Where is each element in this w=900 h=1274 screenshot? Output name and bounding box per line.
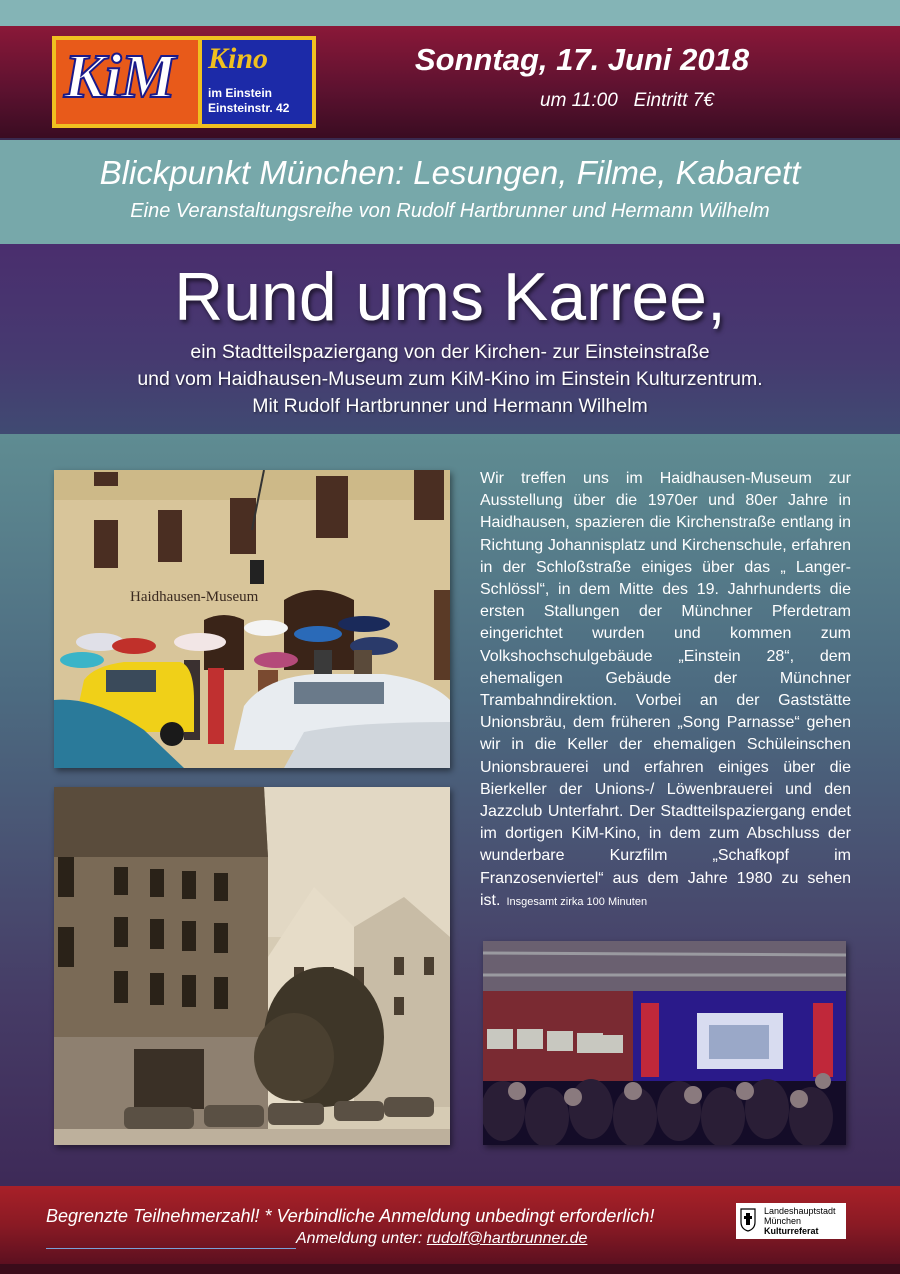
photo-cinema-hall bbox=[483, 941, 846, 1145]
event-description-text: Wir treffen uns im Haidhausen-Museum zur Ausstellung über die 1970er und 80er Jahre in Haidhausen, spazieren die Kirchenstraße entlang in Richtung Johannisplatz und Kirchenschule, erfahren in der Schloßstraße einiges über das „ Langer-Schlössl“, in dem Mitte des 19. Jahrhunderts die ersten Stallungen der Münchner Pferdetram eingerichtet wurden und kommen zum Volkshochschulgebäude „Einstein 28“, dem ehemaligen Gebäude der Münchner Trambahndirektion. Vorbei an der Gaststätte Unionsbräu, dem früheren „Song Parnasse“ gehen wir in die Keller der ehemaligen Schüleinschen Unionsbrauerei und erfahren einiges über die Bierkeller der Unions-/ Löwenbrauerei und den Jazzclub Unterfahrt. Der Stadtteilspaziergang endet im dortigen KiM-Kino, in dem zum Abschluss der wunderbare Kurzfilm „Schafkopf im Franzosenviertel“ aus dem Jahre 1980 zu sehen ist. bbox=[480, 470, 851, 909]
logo-kino-text: Kino bbox=[208, 42, 269, 75]
series-title: Blickpunkt München: Lesungen, Filme, Kabarett bbox=[99, 154, 801, 191]
event-duration: Insgesamt zirka 100 Minuten bbox=[506, 895, 648, 908]
munich-crest-icon bbox=[740, 1208, 756, 1232]
photo-haidhausen-museum bbox=[54, 470, 450, 768]
photo-museum-sign: Haidhausen-Museum bbox=[130, 589, 259, 605]
footer-bottom-strip bbox=[0, 1264, 900, 1274]
registration-notice: Begrenzte Teilnehmerzahl! * Verbindliche Anmeldung unbedingt erforderlich! bbox=[46, 1206, 655, 1226]
kulturreferat-badge bbox=[736, 1203, 846, 1239]
badge-line-3: Kulturreferat bbox=[764, 1226, 819, 1236]
logo-kim-panel bbox=[56, 40, 198, 124]
photo-historic-street bbox=[54, 787, 450, 1145]
subtitle-line-3: Mit Rudolf Hartbrunner und Hermann Wilhelm bbox=[252, 395, 648, 417]
badge-line-1: Landeshauptstadt bbox=[764, 1206, 836, 1216]
event-description bbox=[480, 468, 851, 913]
logo-address: Einsteinstr. 42 bbox=[208, 101, 290, 115]
event-date: Sonntag, 17. Juni 2018 bbox=[414, 42, 750, 77]
event-time-price: um 11:00 Eintritt 7€ bbox=[540, 90, 714, 111]
logo-location: im Einstein bbox=[208, 86, 273, 100]
registration-label: Anmeldung unter: bbox=[296, 1230, 427, 1247]
registration-email-link[interactable]: rudolf@hartbrunner.de bbox=[426, 1230, 588, 1247]
main-title: Rund ums Karree, bbox=[174, 259, 726, 335]
badge-line-2: München bbox=[764, 1216, 802, 1226]
subtitle-line-1: ein Stadtteilspaziergang von der Kirchen- zur Einsteinstraße bbox=[190, 341, 710, 363]
series-subtitle: Eine Veranstaltungsreihe von Rudolf Hartbrunner und Hermann Wilhelm bbox=[130, 200, 770, 222]
top-strip bbox=[0, 0, 900, 26]
footer-rule bbox=[46, 1248, 296, 1249]
logo-kim-text: KiM bbox=[64, 43, 175, 111]
kim-kino-logo bbox=[52, 36, 316, 128]
subtitle-line-2: und vom Haidhausen-Museum zum KiM-Kino im Einstein Kulturzentrum. bbox=[137, 368, 763, 390]
logo-kino-panel bbox=[202, 40, 312, 124]
registration-contact bbox=[296, 1230, 587, 1248]
